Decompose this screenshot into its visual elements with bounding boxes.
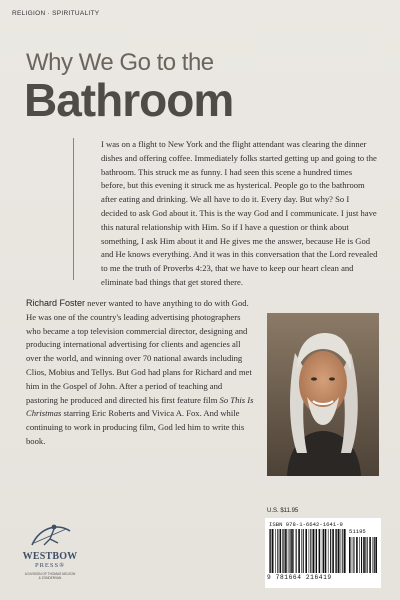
barcode-bar <box>361 537 362 573</box>
barcode-bar <box>359 537 360 573</box>
barcode-bar <box>375 537 377 573</box>
barcode-bar <box>373 537 374 573</box>
barcode-bar <box>272 529 274 573</box>
barcode-bar <box>301 529 302 573</box>
publisher-division-line-2: & ZONDERVAN <box>38 576 62 580</box>
barcode-bar <box>280 529 282 573</box>
barcode-bar <box>270 529 271 573</box>
author-photo <box>267 313 379 476</box>
ean-barcode <box>269 529 347 573</box>
barcode-bar <box>325 529 327 573</box>
price-label: U.S. $11.95 <box>267 508 299 514</box>
addon-barcode <box>349 537 377 573</box>
barcode-bar <box>356 537 358 573</box>
barcode-bar <box>374 537 375 573</box>
barcode-bar <box>296 529 297 573</box>
author-portrait-image <box>267 313 379 476</box>
bio-text-2: starring Eric Roberts and Vivica A. Fox. And while continuing to work in producing film, God led him to write this book. <box>26 408 245 446</box>
barcode-bar <box>338 529 340 573</box>
author-name: Richard Foster <box>26 298 86 308</box>
barcode-bar <box>344 529 346 573</box>
barcode-bar <box>335 529 336 573</box>
story-paragraph: I was on a flight to New York and the flight attendant was clearing the dinner dishes and offering coffee. Immediately folks started getting up and going to the bathroom. This struck me as funny. I had seen this scene a hundred times before, but this evening it struck me as hysterical. People go to the bathroom after eating and drinking. We all have to do it. Every day. But why? So I decided to ask God about it. This is the way God and I communicate. I just have this natural relationship with Him. So if I have a question or think about something, I ask Him about it and He gives me the answer, because He is God and He knows everything. And it was in this conversation that the Lord revealed to me the truth of Proverbs 4:23, that we have to keep our heart clean and eliminate bad things that get stored there. <box>101 139 378 287</box>
barcode-bar <box>315 529 316 573</box>
barcode-bar <box>269 529 270 573</box>
barcode-bar <box>277 529 278 573</box>
barcode-bar <box>275 529 276 573</box>
barcode-bar <box>369 537 371 573</box>
barcode-bar <box>342 529 343 573</box>
barcode-bar <box>282 529 283 573</box>
barcode-bar <box>291 529 293 573</box>
ean-number: 9 781664 216419 <box>267 574 332 581</box>
publisher-division-line-1: A DIVISION OF THOMAS NELSON <box>24 572 76 576</box>
barcode-bar <box>336 529 337 573</box>
publisher-division <box>14 572 86 580</box>
barcode-bar <box>303 529 304 573</box>
title-line-1: Why We Go to the <box>26 49 214 76</box>
barcode-bar <box>332 529 334 573</box>
barcode-bar <box>323 529 324 573</box>
barcode-bar <box>330 529 331 573</box>
barcode-bar <box>298 529 300 573</box>
barcode-bar <box>363 537 365 573</box>
film-title: So This Is Christmas <box>26 394 254 419</box>
barcode-bar <box>313 529 315 573</box>
barcode-bar <box>316 529 317 573</box>
isbn-text: ISBN 978-1-6642-1641-9 <box>269 521 343 528</box>
barcode-bar <box>305 529 307 573</box>
barcode-bar <box>322 529 323 573</box>
barcode-bar <box>285 529 287 573</box>
barcode-bar <box>309 529 310 573</box>
publisher-press: PRESS® <box>34 562 66 569</box>
barcode-bar <box>353 537 354 573</box>
barcode-bar <box>290 529 291 573</box>
vertical-divider <box>73 138 74 280</box>
barcode-bar <box>310 529 311 573</box>
barcode-bar <box>349 537 351 573</box>
barcode-bar <box>283 529 284 573</box>
publisher-name: WESTBOW <box>22 551 78 562</box>
barcode-bar <box>352 537 353 573</box>
barcode-bar <box>328 529 329 573</box>
category-label: RELIGION · SPIRITUALITY <box>12 10 100 17</box>
barcode-bar <box>288 529 289 573</box>
publisher-logo <box>14 519 86 585</box>
barcode-bar <box>367 537 368 573</box>
barcode-bar <box>319 529 321 573</box>
barcode-bar <box>293 529 294 573</box>
title-line-2: Bathroom <box>24 74 234 126</box>
addon-number: 51195 <box>349 528 366 535</box>
author-bio <box>26 297 255 449</box>
bio-text-1: never wanted to have anything to do with God. He was one of the country's leading advertising photographers who became a top television commercial director, designing and producing international advertising for clients and agencies all over the world, and winning over 70 national awards including Clios, Mobius and Tellys. But God had plans for Richard and met him in the Gospel of John. After a period of teaching and pastoring he produced and directed his first feature film <box>26 298 252 405</box>
barcode-bar <box>365 537 366 573</box>
barcode-bar <box>341 529 342 573</box>
bow-archer-icon <box>14 519 86 551</box>
barcode-block <box>265 518 381 588</box>
